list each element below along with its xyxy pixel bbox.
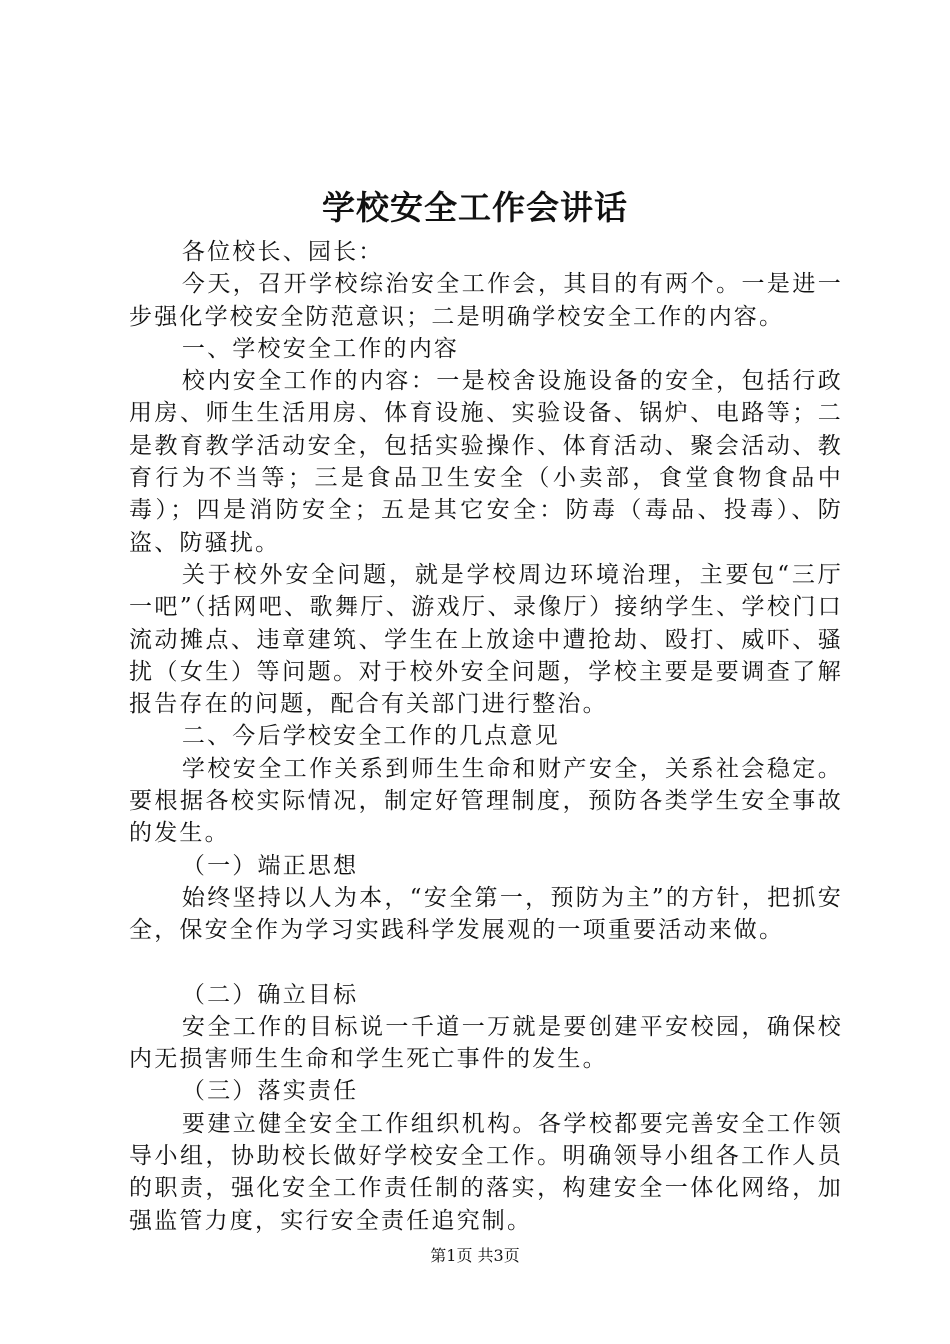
body-paragraph: 始终坚持以人为本，“安全第一，预防为主”的方针，把抓安全，保安全作为学习实践科学发展观的一项重要活动来做。 — [129, 884, 843, 944]
body-paragraph: 要建立健全安全工作组织机构。各学校都要完善安全工作领导小组，协助校长做好学校安全工作。明确领导小组各工作人员的职责，强化安全工作责任制的落实，构建安全一体化网络，加强监管力度，实行安全责任追究制。 — [129, 1110, 843, 1234]
body-paragraph: 关于校外安全问题，就是学校周边环境治理，主要包“三厅一吧”（括网吧、歌舞厅、游戏厅、录像厅）接纳学生、学校门口流动摊点、违章建筑、学生在上放途中遭抢劫、殴打、威吓、骚扰（女生）等问题。对于校外安全问题，学校主要是要调查了解报告存在的问题，配合有关部门进行整治。 — [129, 561, 843, 718]
body-paragraph: 校内安全工作的内容：一是校舍设施设备的安全，包括行政用房、师生生活用房、体育设施、实验设备、锅炉、电路等；二是教育教学活动安全，包括实验操作、体育活动、聚会活动、教育行为不当等；三是食品卫生安全（小卖部，食堂食物食品中毒）；四是消防安全；五是其它安全：防毒（毒品、投毒）、防盗、防骚扰。 — [129, 368, 843, 556]
section-heading-1: 一、学校安全工作的内容 — [181, 335, 460, 362]
body-paragraph: 学校安全工作关系到师生生命和财产安全，关系社会稳定。要根据各校实际情况，制定好管理制度，预防各类学生安全事故的发生。 — [129, 755, 843, 847]
intro-paragraph: 今天，召开学校综治安全工作会，其目的有两个。一是进一步强化学校安全防范意识；二是明确学校安全工作的内容。 — [129, 271, 843, 330]
body-paragraph: 安全工作的目标说一千道一万就是要创建平安校园，确保校内无损害师生生命和学生死亡事件的发生。 — [129, 1013, 843, 1073]
page-number-footer: 第1页 共3页 — [430, 1246, 520, 1265]
subsection-heading-1: （一）端正思想 — [181, 852, 359, 879]
subsection-heading-3: （三）落实责任 — [181, 1078, 359, 1105]
salutation: 各位校长、园长： — [181, 239, 384, 265]
document-title: 学校安全工作会讲话 — [322, 188, 628, 227]
document-body — [129, 236, 843, 1237]
subsection-heading-2: （二）确立目标 — [181, 981, 359, 1008]
section-heading-2: 二、今后学校安全工作的几点意见 — [181, 723, 560, 750]
